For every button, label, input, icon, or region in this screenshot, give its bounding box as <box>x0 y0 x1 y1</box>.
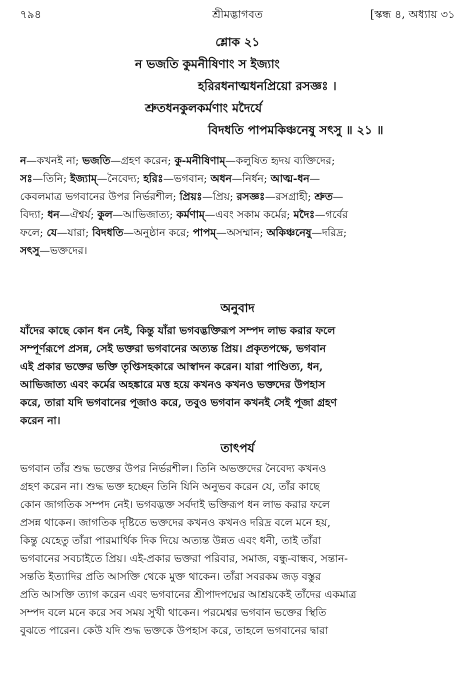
synonym-meaning: বিদ্যা; <box>20 209 48 221</box>
synonym-meaning: —কলুষিত হৃদয় ব্যক্তিদের; <box>225 155 335 167</box>
verse-line: বিদধতি পাপমকিঞ্চনেষু সৎসু ॥ ২১ ॥ <box>208 123 384 137</box>
verse-line: হরিরধনাত্মধনপ্রিয়ো রসজ্ঞঃ । <box>198 79 337 93</box>
synonym-term: কুল <box>97 209 113 221</box>
synonym-meaning: —দরিদ্র; <box>311 227 347 239</box>
purport-line: প্রতি আসক্তি ত্যাগ করেন এবং ভগবানের শ্রীপাদপদ্মের আশ্রয়কেই তাঁদের একমাত্র <box>20 589 357 601</box>
synonym-meaning: —কখনই না; <box>26 155 83 167</box>
book-title: শ্রীমদ্ভাগবত <box>212 8 263 21</box>
synonym-meaning: ফলে; <box>20 227 47 239</box>
purport-title: তাৎপর্য <box>220 441 255 455</box>
translation-line: করেন না। <box>20 415 61 427</box>
synonym-term: আত্ম-ধন <box>270 173 310 185</box>
synonym-term: যে <box>46 227 57 239</box>
synonym-meaning: —নৈবেদ্য; <box>96 173 144 185</box>
synonym-term: প্রিয়ঃ <box>179 191 203 203</box>
synonym-meaning: কেবলমাত্র ভগবানের উপর নির্ভরশীল; <box>20 191 180 203</box>
synonym-term: হরিঃ <box>143 173 164 185</box>
translation-block <box>20 322 455 430</box>
purport-line: ভগবানের সবচাইতে প্রিয়। এই-প্রকার ভক্তরা পরিবার, সমাজ, বন্ধু-বান্ধব, সন্তান- <box>20 553 348 565</box>
synonym-meaning: —রসগ্রাহী; <box>265 191 315 203</box>
synonym-term: কর্মণাম্ <box>176 209 205 221</box>
synonyms-line <box>20 152 455 170</box>
synonym-term: ধন <box>47 209 60 221</box>
verse-line: শ্রুতধনকুলকর্মণাং মদৈর্যে <box>145 101 262 115</box>
synonyms-line <box>20 206 455 224</box>
purport-line: ভগবান তাঁর শুদ্ধ ভক্তের উপর নির্ভরশীল। তিনি অভক্তদের নৈবেদ্য কখনও <box>20 463 327 475</box>
synonym-meaning: —প্রিয়; <box>202 191 237 203</box>
synonym-term: রসজ্ঞঃ <box>236 191 265 203</box>
translation-line: যাঁদের কাছে কোন ধন নেই, কিন্তু যাঁরা ভগবদ্ভক্তিরূপ সম্পদ লাভ করার ফলে <box>20 325 336 337</box>
purport-line: বুঝতে পারেন। কেউ যদি শুদ্ধ ভক্তকে উপহাস করে, তাহলে ভগবানের দ্বারা <box>20 625 329 637</box>
synonym-term: সৎসু <box>20 245 40 257</box>
synonym-meaning: — <box>332 191 344 203</box>
synonym-term: শ্রুত <box>314 191 333 203</box>
synonyms-line <box>20 188 455 206</box>
translation-line: এই প্রকার ভক্তের ভক্তি তৃপ্তিসহকারে আস্বাদন করেন। যারা পাণ্ডিত্য, ধন, <box>20 361 323 373</box>
synonym-term: পাপম্ <box>192 227 217 239</box>
translation-title: অনুবাদ <box>220 301 255 315</box>
synonym-term: সঃ <box>20 173 33 185</box>
synonym-meaning: — <box>309 173 320 185</box>
synonyms-block <box>20 152 455 260</box>
synonym-term: মদৈঃ <box>293 209 315 221</box>
translation-line: করে, তারা যদি ভগবানের পূজাও করে, তবুও ভগবান কখনই সেই পূজা গ্রহণ <box>20 397 337 409</box>
synonym-term: কু-মনীষিণাম্ <box>174 155 226 167</box>
synonym-meaning: —এবং সকাম কর্মের; <box>204 209 294 221</box>
translation-line: আভিজাত্য এবং কর্মের অহঙ্কারে মত্ত হয়ে কখনও কখনও ভক্তদের উপহাস <box>20 379 326 391</box>
chapter-reference: [স্কন্ধ ৪, অধ্যায় ৩১ <box>370 8 455 21</box>
synonym-meaning: —অসম্মান; <box>216 227 267 239</box>
synonyms-line <box>20 242 455 260</box>
synonyms-line <box>20 224 455 242</box>
synonym-term: অধন <box>210 173 232 185</box>
purport-block <box>20 460 455 640</box>
verse-line: ন ভজতি কুমনীষিণাং স ইজ্যাং <box>135 57 280 71</box>
verse-title: শ্লোক ২১ <box>215 35 260 49</box>
synonym-meaning: —যারা; <box>56 227 93 239</box>
synonym-meaning: —আভিজাত্য; <box>112 209 177 221</box>
synonym-meaning: —ভগবান; <box>163 173 211 185</box>
synonym-term: ন <box>20 155 27 167</box>
purport-line: সন্ততি ইত্যাদির প্রতি আসক্তি থেকে মুক্ত থাকেন। তাঁরা সবরকম জড় বস্তুর <box>20 571 321 583</box>
purport-line: সম্পদ বলে মনে করে সব সময় সুখী থাকেন। পরমেশ্বর ভগবান ভক্তের স্থিতি <box>20 607 327 619</box>
synonym-meaning: —তিনি; <box>32 173 71 185</box>
page-header <box>20 6 455 24</box>
translation-line: সম্পূর্ণরূপে প্রসন্ন, সেই ভক্তরা ভগবানের অত্যন্ত প্রিয়। প্রকৃতপক্ষে, ভগবান <box>20 343 326 355</box>
synonyms-line <box>20 170 455 188</box>
synonym-meaning: —গর্বের <box>314 209 349 221</box>
synonym-meaning: —নির্ধন; <box>231 173 271 185</box>
synonym-term: বিদধতি <box>92 227 124 239</box>
purport-line: প্রসন্ন থাকেন। জাগতিক দৃষ্টিতে ভক্তদের কখনও কখনও দরিদ্র বলে মনে হয়, <box>20 517 331 529</box>
synonym-meaning: —ভক্তদের। <box>39 245 88 257</box>
synonym-meaning: —গ্রহণ করেন; <box>110 155 175 167</box>
purport-line: কোন জাগতিক সম্পদ নেই। ভগবদ্ভক্ত সর্বদাই ভক্তিরূপ ধন লাভ করার ফলে <box>20 499 330 511</box>
synonym-term: অকিঞ্চনেষু <box>266 227 312 239</box>
purport-line: কিন্তু যেহেতু তাঁরা পারমার্থিক দিক দিয়ে অত্যন্ত উন্নত এবং ধনী, তাই তাঁরা <box>20 535 322 547</box>
synonym-meaning: —ঐশ্বর্য; <box>59 209 98 221</box>
synonym-meaning: —অনুষ্ঠান করে; <box>123 227 193 239</box>
synonym-term: ইজ্যাম্ <box>70 173 97 185</box>
page-number: ৭৯৪ <box>20 8 42 21</box>
synonym-term: ভজতি <box>82 155 111 167</box>
purport-line: গ্রহণ করেন না। শুদ্ধ ভক্ত হচ্ছেন তিনি যিনি অনুভব করেন যে, তাঁর কাছে <box>20 481 320 493</box>
